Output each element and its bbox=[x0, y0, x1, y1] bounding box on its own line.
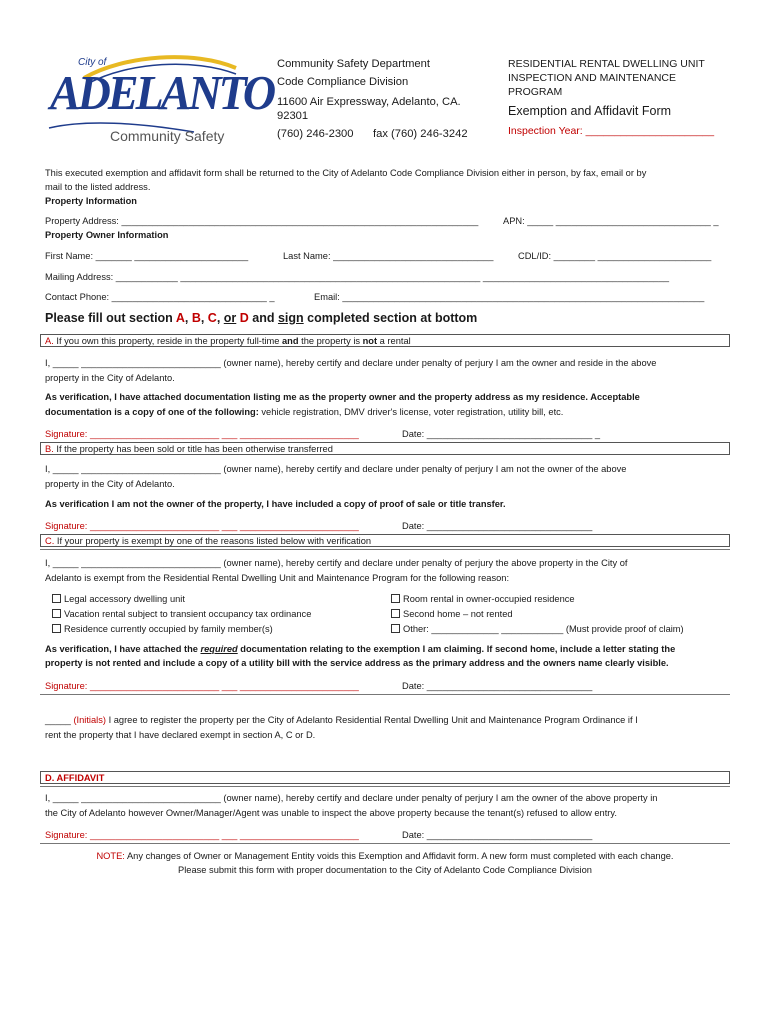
option-label: Legal accessory dwelling unit bbox=[64, 594, 185, 604]
section-c-bar bbox=[40, 534, 730, 547]
initials-label: (Initials) bbox=[73, 715, 106, 725]
checkbox-icon[interactable] bbox=[52, 624, 61, 633]
header-program1: RESIDENTIAL RENTAL DWELLING UNIT bbox=[508, 58, 705, 70]
instruction-b: B bbox=[191, 311, 201, 325]
last-name-field[interactable]: Last Name: _______________________________ bbox=[283, 251, 494, 261]
section-a-line2: property in the City of Adelanto. bbox=[45, 373, 175, 383]
option-legal-accessory[interactable] bbox=[52, 592, 185, 607]
checkbox-icon[interactable] bbox=[391, 609, 400, 618]
section-a-ver2-bold: documentation is a copy of one of the following: bbox=[45, 407, 259, 417]
section-c-ver1-text: As verification, I have attached the bbox=[45, 644, 201, 654]
instruction-comma: , bbox=[200, 311, 208, 325]
note-label: NOTE: bbox=[96, 851, 125, 861]
section-c-ver1 bbox=[45, 642, 675, 657]
instruction-comma: , bbox=[184, 311, 192, 325]
header-dept: Community Safety Department bbox=[277, 58, 430, 70]
section-d-line2: the City of Adelanto however Owner/Manager/Agent was unable to inspect the above property because the tenant(s) refused to allow entry. bbox=[45, 808, 617, 818]
section-c-ver2: property is not rented and include a copy of a utility bill with the service address as the primary address and the owners name clearly visible. bbox=[45, 658, 669, 668]
header-program3: PROGRAM bbox=[508, 86, 563, 98]
section-c-divider bbox=[40, 549, 730, 550]
cdl-field[interactable]: CDL/ID: ________ ______________________ bbox=[518, 251, 712, 261]
city-logo bbox=[44, 50, 274, 150]
header-address1: 11600 Air Expressway, Adelanto, CA. bbox=[277, 96, 461, 108]
section-a-ver2-text: vehicle registration, DMV driver's license, voter registration, utility bill, etc. bbox=[258, 407, 564, 417]
owner-info-heading: Property Owner Information bbox=[45, 230, 169, 240]
header-fax: fax (760) 246-3242 bbox=[373, 128, 468, 140]
option-second-home[interactable] bbox=[391, 607, 513, 622]
initials-text: I agree to register the property per the City of Adelanto Residential Rental Dwelling Unit and Maintenance Program Ordinance if I bbox=[105, 715, 638, 725]
inspection-year[interactable]: Inspection Year: ______________________ bbox=[508, 125, 715, 137]
logo-city-of: City of bbox=[78, 57, 107, 68]
instruction-sign: sign bbox=[277, 311, 304, 325]
section-d-bottom-divider bbox=[40, 843, 730, 844]
section-b-date[interactable]: Date: ________________________________ bbox=[402, 521, 593, 531]
option-label: Room rental in owner-occupied residence bbox=[403, 594, 575, 604]
section-d-signature[interactable]: Signature: _________________________ ___ _______________________ bbox=[45, 830, 359, 840]
option-family-member[interactable] bbox=[52, 622, 273, 637]
section-a-bar bbox=[40, 334, 730, 347]
section-a-ver1: As verification, I have attached documentation listing me as the property owner and the property address as my residence. Acceptable bbox=[45, 392, 640, 402]
section-b-ver: As verification I am not the owner of the property, I have included a copy of proof of sale or title transfer. bbox=[45, 499, 506, 509]
header-address2: 92301 bbox=[277, 110, 309, 122]
instruction-comma: , bbox=[216, 311, 224, 325]
instruction-text: Please fill out section bbox=[45, 311, 176, 325]
section-d-bar: D. AFFIDAVIT bbox=[40, 771, 730, 784]
intro-line2: mail to the listed address. bbox=[45, 182, 151, 192]
header-program2: INSPECTION AND MAINTENANCE bbox=[508, 72, 677, 84]
checkbox-icon[interactable] bbox=[52, 609, 61, 618]
intro-line1: This executed exemption and affidavit form shall be returned to the City of Adelanto Code Compliance Division either in person, by fax, email or by bbox=[45, 168, 647, 178]
checkbox-icon[interactable] bbox=[391, 624, 400, 633]
section-a-signature[interactable]: Signature: _________________________ ___ _______________________ bbox=[45, 429, 359, 439]
option-label: Vacation rental subject to transient occupancy tax ordinance bbox=[64, 609, 312, 619]
section-d-divider bbox=[40, 786, 730, 787]
initials-line2: rent the property that I have declared exempt in section A, C or D. bbox=[45, 730, 316, 740]
property-address-field[interactable]: Property Address: _____________________________________________________________________ bbox=[45, 216, 479, 226]
instruction-and: and bbox=[248, 311, 278, 325]
section-a-bar-text: If you own this property, reside in the property full-time bbox=[53, 336, 283, 346]
section-c-bar-text: If your property is exempt by one of the reasons listed below with verification bbox=[54, 536, 372, 546]
section-b-line2: property in the City of Adelanto. bbox=[45, 479, 175, 489]
section-b-bar-text: If the property has been sold or title has been otherwise transferred bbox=[53, 444, 333, 454]
property-info-heading: Property Information bbox=[45, 196, 137, 206]
section-a-bar-text2: the property is bbox=[298, 336, 363, 346]
option-room-rental[interactable] bbox=[391, 592, 575, 607]
contact-phone-field[interactable]: Contact Phone: ______________________________ _ bbox=[45, 292, 275, 302]
section-c-date[interactable]: Date: ________________________________ bbox=[402, 681, 593, 691]
section-b-line1[interactable]: I, _____ ___________________________ (owner name), hereby certify and declare under penalty of perjury I am not the owner of the above bbox=[45, 464, 627, 474]
section-c-signature[interactable]: Signature: _________________________ ___ _______________________ bbox=[45, 681, 359, 691]
logo-name: ADELANTO bbox=[50, 65, 274, 120]
section-c-line2: Adelanto is exempt from the Residential Rental Dwelling Unit and Maintenance Program for the following reason: bbox=[45, 573, 510, 583]
section-b-letter: B. bbox=[45, 444, 54, 454]
section-a-and: and bbox=[282, 336, 299, 346]
section-a-not: not bbox=[362, 336, 378, 346]
section-b-bar bbox=[40, 442, 730, 455]
note-line2: Please submit this form with proper documentation to the City of Adelanto Code Compliance Division bbox=[178, 865, 592, 875]
header-division: Code Compliance Division bbox=[277, 76, 409, 88]
option-label: Second home – not rented bbox=[403, 609, 513, 619]
mailing-address-field[interactable]: Mailing Address: ____________ __________________________________________________________ ____________________________________ bbox=[45, 272, 670, 282]
section-c-required: required bbox=[200, 644, 238, 654]
instruction-or: or bbox=[223, 311, 237, 325]
header-phone: (760) 246-2300 bbox=[277, 128, 354, 140]
section-a-bar-text3: a rental bbox=[377, 336, 411, 346]
instruction-c: C bbox=[207, 311, 217, 325]
section-a-ver2 bbox=[45, 405, 563, 420]
instruction-text-end: completed section at bottom bbox=[303, 311, 478, 325]
section-a-line1[interactable]: I, _____ ___________________________ (owner name), hereby certify and declare under penalty of perjury I am the owner and reside in the above bbox=[45, 358, 657, 368]
section-c-ver1-text2: documentation relating to the exemption I am claiming. If second home, include a letter stating the bbox=[237, 644, 676, 654]
note-text: Any changes of Owner or Management Entity voids this Exemption and Affidavit form. A new form must completed with each change. bbox=[124, 851, 674, 861]
option-other[interactable] bbox=[391, 622, 684, 637]
instruction-d: D bbox=[239, 311, 249, 325]
email-field[interactable]: Email: ______________________________________________________________________ bbox=[314, 292, 705, 302]
note-line1 bbox=[0, 849, 770, 864]
section-d-date[interactable]: Date: ________________________________ bbox=[402, 830, 593, 840]
initials-blank[interactable]: _____ bbox=[45, 715, 74, 725]
instruction-a: A bbox=[175, 311, 185, 325]
first-name-field[interactable]: First Name: _______ ______________________ bbox=[45, 251, 249, 261]
section-a-date[interactable]: Date: ________________________________ _ bbox=[402, 429, 601, 439]
option-vacation-rental[interactable] bbox=[52, 607, 311, 622]
option-label: Other: _____________ ____________ (Must provide proof of claim) bbox=[403, 624, 684, 634]
initials-line1[interactable] bbox=[45, 713, 638, 728]
checkbox-icon[interactable] bbox=[52, 594, 61, 603]
form-title: Exemption and Affidavit Form bbox=[508, 104, 672, 118]
apn-field[interactable]: APN: _____ ______________________________ _ bbox=[503, 216, 719, 226]
section-c-line1[interactable]: I, _____ ___________________________ (owner name), hereby certify and declare under penalty of perjury the above property in the City of bbox=[45, 558, 628, 568]
checkbox-icon[interactable] bbox=[391, 594, 400, 603]
logo-tagline: Community Safety bbox=[110, 128, 225, 144]
section-a-letter: A. bbox=[45, 336, 54, 346]
option-label: Residence currently occupied by family member(s) bbox=[64, 624, 273, 634]
section-b-signature[interactable]: Signature: _________________________ ___ _______________________ bbox=[45, 521, 359, 531]
section-c-letter: C. bbox=[45, 536, 55, 546]
instruction-heading bbox=[45, 311, 477, 325]
section-d-line1[interactable]: I, _____ ___________________________ (owner name), hereby certify and declare under penalty of perjury I am the owner of the above property in bbox=[45, 793, 658, 803]
section-c-bottom-divider bbox=[40, 694, 730, 695]
